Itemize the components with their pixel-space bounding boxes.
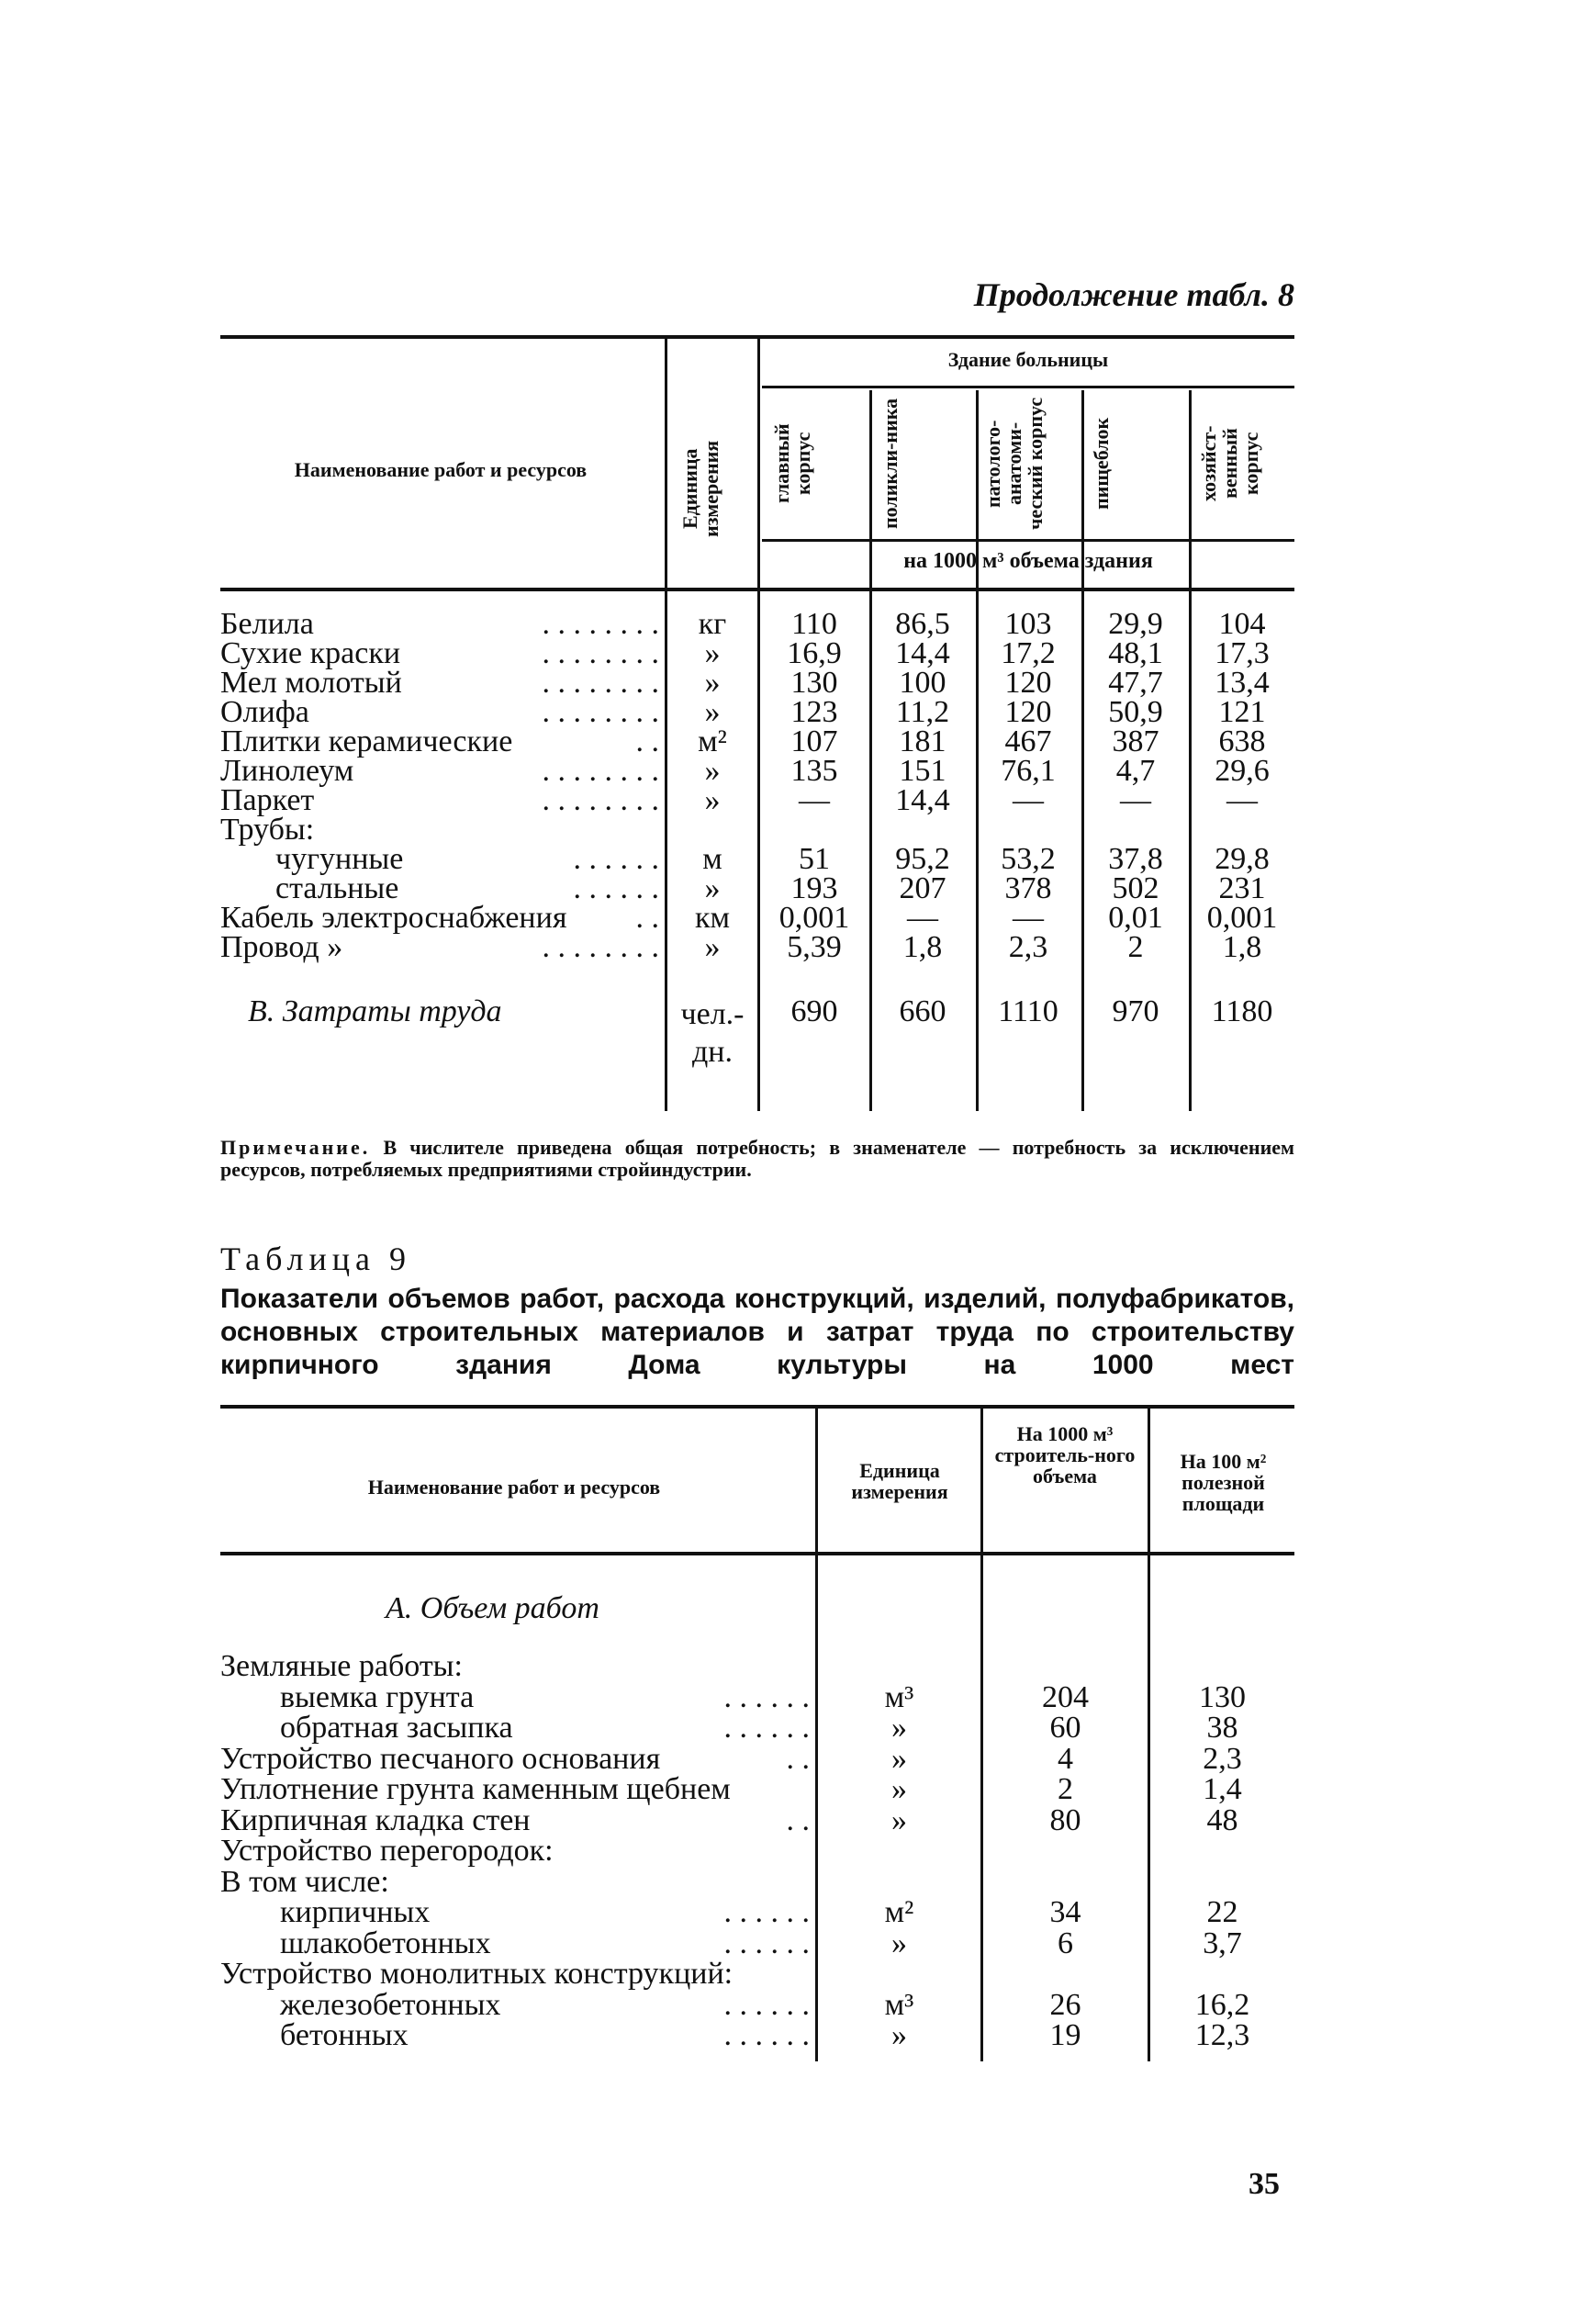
value-cell: 103 bbox=[1004, 607, 1052, 641]
value-cell: 29,6 bbox=[1215, 754, 1270, 788]
value-cell: 107 bbox=[790, 724, 838, 758]
value-cell: 120 bbox=[1004, 666, 1052, 700]
leader-dots: . . . . . . bbox=[723, 1987, 810, 2022]
value-cell: 76,1 bbox=[1001, 754, 1056, 788]
table-9 bbox=[220, 1405, 1294, 2075]
row-label: В том числе: bbox=[220, 1864, 389, 1899]
leader-dots: . . . . . . bbox=[723, 1679, 810, 1714]
row-label: Плитки керамические bbox=[220, 724, 513, 758]
leader-dots: . . . . . . bbox=[723, 1895, 810, 1929]
value-cell: 5,39 bbox=[787, 930, 842, 964]
value-cell: 123 bbox=[790, 695, 838, 729]
unit-cell: » bbox=[891, 1741, 907, 1776]
row-label: стальные bbox=[275, 871, 399, 905]
unit-cell: кг bbox=[698, 607, 727, 641]
value-cell: 0,001 bbox=[1206, 901, 1278, 935]
rule bbox=[220, 1552, 1294, 1555]
value-cell: 17,2 bbox=[1001, 636, 1056, 670]
value-cell: 14,4 bbox=[895, 636, 950, 670]
leader-dots: . . bbox=[635, 724, 659, 758]
value-cell: 1,8 bbox=[902, 930, 943, 964]
rule bbox=[762, 539, 1294, 542]
unit-cell: » bbox=[891, 2018, 907, 2052]
row-label: Кирпичная кладка стен bbox=[220, 1802, 531, 1837]
continuation-caption: Продолжение табл. 8 bbox=[973, 276, 1294, 313]
value-cell: 0,01 bbox=[1108, 901, 1163, 935]
rule bbox=[220, 1405, 1294, 1409]
labor-label: В. Затраты труда bbox=[248, 994, 502, 1028]
row-label: железобетонных bbox=[280, 1987, 501, 2022]
col-header-per-1000: На 1000 м³ строитель-ного объема bbox=[994, 1422, 1136, 1488]
section-title: А. Объем работ bbox=[386, 1591, 599, 1625]
col-header-per-100: На 100 м² полезной площади bbox=[1180, 1450, 1267, 1516]
row-label: Провод » bbox=[220, 930, 343, 964]
value-cell: 2,3 bbox=[1008, 930, 1048, 964]
sub-header-2: поликли-ника bbox=[879, 398, 901, 530]
unit-cell: км bbox=[694, 901, 731, 935]
value-cell: 151 bbox=[899, 754, 946, 788]
leader-dots: . . bbox=[786, 1741, 810, 1776]
value-cell-per-100: 16,2 bbox=[1194, 1987, 1250, 2022]
value-cell: — bbox=[799, 783, 830, 817]
leader-dots: . . bbox=[635, 901, 659, 935]
value-cell: 29,8 bbox=[1215, 842, 1270, 876]
value-cell: 11,2 bbox=[895, 695, 950, 729]
row-label: Линолеум bbox=[220, 754, 354, 788]
value-cell-per-100: 1,4 bbox=[1203, 1772, 1242, 1806]
labor-value-cell: 1110 bbox=[998, 994, 1058, 1028]
value-cell: — bbox=[907, 901, 938, 935]
value-cell-per-1000: 34 bbox=[1049, 1895, 1081, 1929]
note-text: В числителе приведена общая потребность; в знаменателе — потребность за исключением ресурсов, потребляемых предприятиями стройиндустрии. bbox=[220, 1136, 1294, 1182]
unit-cell: м³ bbox=[884, 1679, 914, 1714]
value-cell-per-1000: 204 bbox=[1042, 1679, 1089, 1714]
unit-cell: » bbox=[891, 1711, 907, 1745]
unit-cell: » bbox=[704, 666, 721, 700]
leader-dots: . . . . . . . . bbox=[542, 607, 659, 641]
value-cell: 104 bbox=[1218, 607, 1266, 641]
value-cell-per-100: 22 bbox=[1206, 1895, 1238, 1929]
row-label: Паркет bbox=[220, 783, 315, 817]
leader-dots: . . . . . . bbox=[573, 871, 659, 905]
labor-value-cell: 660 bbox=[899, 994, 946, 1028]
value-cell: 50,9 bbox=[1108, 695, 1163, 729]
unit-cell: » bbox=[704, 871, 721, 905]
row-label: Мел молотый bbox=[220, 666, 402, 700]
row-label: Устройство монолитных конструкций: bbox=[220, 1957, 734, 1991]
value-cell: 121 bbox=[1218, 695, 1266, 729]
leader-dots: . . . . . . . . bbox=[542, 695, 659, 729]
value-cell: 37,8 bbox=[1108, 842, 1163, 876]
leader-dots: . . . . . . bbox=[723, 1925, 810, 1960]
value-cell: 4,7 bbox=[1115, 754, 1156, 788]
value-cell: — bbox=[1120, 783, 1151, 817]
rule bbox=[220, 588, 1294, 591]
sub-header-1: главный корпус bbox=[770, 423, 815, 504]
table-note bbox=[220, 1137, 1294, 1181]
table-9-title: Показатели объемов работ, расхода конструкций, изделий, полуфабрикатов, основных строительных материалов и затрат труда по строительству кирпичного здания Дома культуры на 1000 мест bbox=[220, 1284, 1294, 1380]
value-cell: 1,8 bbox=[1222, 930, 1262, 964]
sub-header-5: хозяйст-венный корпус bbox=[1197, 425, 1263, 502]
row-label: выемка грунта bbox=[280, 1679, 475, 1714]
value-cell: 100 bbox=[899, 666, 946, 700]
value-cell: 110 bbox=[791, 607, 837, 641]
unit-cell: » bbox=[704, 930, 721, 964]
value-cell: — bbox=[1226, 783, 1258, 817]
rule bbox=[762, 386, 1294, 388]
col-header-unit: Единица измерения bbox=[851, 1459, 948, 1504]
row-label: Кабель электроснабжения bbox=[220, 901, 567, 935]
unit-cell: » bbox=[704, 695, 721, 729]
row-label: чугунные bbox=[275, 842, 404, 876]
row-label: Олифа bbox=[220, 695, 309, 729]
row-label: Устройство песчаного основания bbox=[220, 1741, 661, 1776]
value-cell: 14,4 bbox=[895, 783, 950, 817]
value-cell-per-100: 12,3 bbox=[1194, 2018, 1250, 2052]
value-cell: 120 bbox=[1004, 695, 1052, 729]
leader-dots: . . bbox=[786, 1802, 810, 1837]
value-cell: 193 bbox=[790, 871, 838, 905]
value-cell: 638 bbox=[1218, 724, 1266, 758]
row-label: Сухие краски bbox=[220, 636, 401, 670]
labor-value-cell: 690 bbox=[790, 994, 838, 1028]
row-label: бетонных bbox=[280, 2018, 409, 2052]
leader-dots: . . . . . . . . bbox=[542, 754, 659, 788]
value-cell: 181 bbox=[899, 724, 946, 758]
leader-dots: . . . . . . . . bbox=[542, 636, 659, 670]
value-cell-per-100: 38 bbox=[1206, 1711, 1238, 1745]
value-cell: 231 bbox=[1218, 871, 1266, 905]
leader-dots: . . . . . . bbox=[723, 1711, 810, 1745]
value-cell: 13,4 bbox=[1215, 666, 1270, 700]
labor-unit: чел.-дн. bbox=[680, 997, 745, 1069]
value-cell-per-100: 3,7 bbox=[1203, 1925, 1242, 1960]
value-cell: — bbox=[1013, 901, 1044, 935]
unit-cell: » bbox=[891, 1925, 907, 1960]
leader-dots: . . . . . . . . bbox=[542, 783, 659, 817]
row-label: Трубы: bbox=[220, 813, 315, 847]
value-cell: 16,9 bbox=[787, 636, 842, 670]
value-cell: 387 bbox=[1112, 724, 1159, 758]
leader-dots: . . . . . . bbox=[573, 842, 659, 876]
unit-cell: » bbox=[891, 1772, 907, 1806]
row-label: шлакобетонных bbox=[280, 1925, 491, 1960]
per-header: на 1000 м³ объема здания bbox=[903, 549, 1153, 573]
unit-cell: м bbox=[702, 842, 722, 876]
value-cell: 95,2 bbox=[895, 842, 950, 876]
value-cell-per-1000: 19 bbox=[1049, 2018, 1081, 2052]
value-cell: 17,3 bbox=[1215, 636, 1270, 670]
value-cell: 378 bbox=[1004, 871, 1052, 905]
value-cell: 467 bbox=[1004, 724, 1052, 758]
value-cell-per-100: 2,3 bbox=[1203, 1741, 1242, 1776]
value-cell: 48,1 bbox=[1108, 636, 1163, 670]
value-cell-per-1000: 6 bbox=[1058, 1925, 1073, 1960]
labor-value-cell: 1180 bbox=[1211, 994, 1273, 1028]
row-label: обратная засыпка bbox=[280, 1711, 513, 1745]
col-header-unit: Единица измерения bbox=[678, 440, 723, 538]
col-header-name: Наименование работ и ресурсов bbox=[294, 458, 588, 481]
table-9-label: Таблица 9 bbox=[220, 1241, 411, 1277]
leader-dots: . . . . . . . . bbox=[542, 930, 659, 964]
sub-header-4: пищеблок bbox=[1090, 417, 1113, 511]
value-cell: 502 bbox=[1112, 871, 1159, 905]
unit-cell: м² bbox=[698, 724, 727, 758]
value-cell: 2 bbox=[1127, 930, 1144, 964]
leader-dots: . . . . . . . . bbox=[542, 666, 659, 700]
value-cell: 47,7 bbox=[1108, 666, 1163, 700]
page-number: 35 bbox=[1249, 2167, 1280, 2201]
row-label: Белила bbox=[220, 607, 314, 641]
value-cell-per-1000: 80 bbox=[1049, 1802, 1081, 1837]
value-cell-per-100: 48 bbox=[1206, 1802, 1238, 1837]
unit-cell: м³ bbox=[884, 1987, 914, 2022]
value-cell: 86,5 bbox=[895, 607, 950, 641]
value-cell: 53,2 bbox=[1001, 842, 1056, 876]
value-cell-per-100: 130 bbox=[1199, 1679, 1246, 1714]
note-lead: Примечание. bbox=[220, 1136, 371, 1159]
unit-cell: » bbox=[704, 754, 721, 788]
sub-header-3: патолого-анатоми-ческий корпус bbox=[981, 397, 1047, 531]
value-cell: 130 bbox=[790, 666, 838, 700]
unit-cell: м² bbox=[884, 1895, 914, 1929]
row-label: Уплотнение грунта каменным щебнем bbox=[220, 1772, 731, 1806]
col-header-name: Наименование работ и ресурсов bbox=[367, 1476, 661, 1499]
labor-value-cell: 970 bbox=[1112, 994, 1159, 1028]
leader-dots: . . . . . . bbox=[723, 2018, 810, 2052]
unit-cell: » bbox=[891, 1802, 907, 1837]
value-cell: 0,001 bbox=[778, 901, 850, 935]
value-cell: 207 bbox=[899, 871, 946, 905]
value-cell-per-1000: 2 bbox=[1058, 1772, 1073, 1806]
value-cell: 29,9 bbox=[1108, 607, 1163, 641]
value-cell-per-1000: 26 bbox=[1049, 1987, 1081, 2022]
rule bbox=[1081, 390, 1084, 1111]
value-cell: 135 bbox=[790, 754, 838, 788]
value-cell: — bbox=[1013, 783, 1044, 817]
unit-cell: » bbox=[704, 636, 721, 670]
value-cell: 51 bbox=[799, 842, 830, 876]
table-8 bbox=[220, 335, 1294, 1125]
value-cell-per-1000: 4 bbox=[1058, 1741, 1073, 1776]
unit-cell: » bbox=[704, 783, 721, 817]
row-label: Земляные работы: bbox=[220, 1649, 463, 1683]
group-header: Здание больницы bbox=[947, 348, 1109, 371]
row-label: кирпичных bbox=[280, 1895, 431, 1929]
row-label: Устройство перегородок: bbox=[220, 1834, 554, 1868]
rule bbox=[757, 335, 760, 1111]
value-cell-per-1000: 60 bbox=[1049, 1711, 1081, 1745]
